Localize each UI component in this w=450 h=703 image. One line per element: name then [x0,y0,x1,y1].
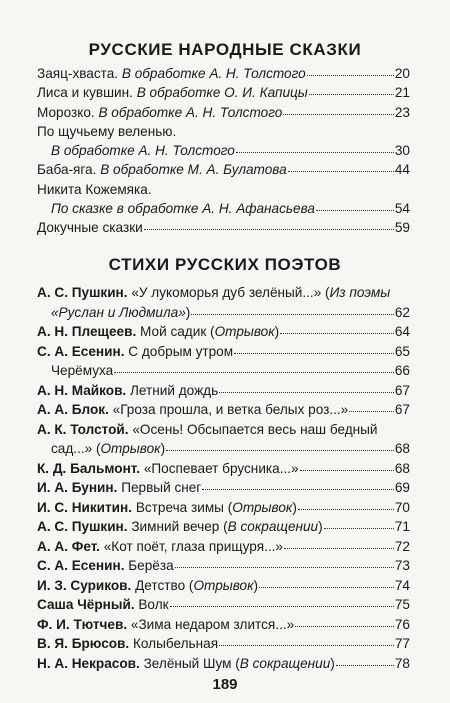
entry-title [37,498,297,518]
toc-entry [37,576,410,596]
entry-title [37,160,287,179]
entry-title [37,634,218,654]
toc-entry [37,160,410,179]
entry-title [37,83,308,102]
entry-page-number: 70 [394,499,410,515]
entry-title [37,420,378,440]
dot-leader [283,114,394,115]
dot-leader [114,372,394,373]
dot-leader [259,587,394,588]
entry-page-number: 59 [394,220,410,236]
entry-text: Зимний вечер ( [131,519,228,534]
entry-text: «У лукоморья дуб зелёный...» ( [131,285,330,300]
entry-author: И. А. Бунин. [37,480,122,495]
entry-author: Саша Чёрный. [37,597,139,612]
entry-page-number: 65 [394,343,410,359]
entry-italic-note: В обработке А. Н. Толстого [98,104,283,120]
entry-title [37,459,299,479]
dot-leader [309,94,394,95]
entry-text: По щучьему веленью. [37,123,177,139]
entry-text-tail: ) [292,499,297,515]
entry-text-tail: ) [160,441,166,456]
dot-leader [175,567,394,568]
entry-author: С. А. Есенин. [37,343,129,359]
toc-entry [37,654,410,674]
entry-title [37,122,176,141]
entry-title [37,615,294,635]
entry-text: Встреча зимы ( [135,499,233,515]
toc-entry [37,478,410,498]
entry-text: «Гроза прошла, и ветка белых роз...» [112,402,349,417]
entry-page-number: 21 [394,85,410,101]
dot-leader [336,665,394,666]
dot-leader [300,470,394,471]
toc-entry [37,218,410,237]
entry-title [37,595,169,615]
toc-entry [37,180,410,199]
entry-author: И. С. Никитин. [37,499,136,515]
entry-author: А. Н. Плещеев. [37,324,141,339]
toc-entry [37,439,410,459]
entry-text: Баба-яга. [37,162,101,178]
entry-page-number: 67 [394,382,410,398]
entry-text-tail: ) [185,304,191,320]
toc-entry [37,537,410,557]
toc-entry [37,634,410,654]
entry-text: Заяц-хваста. [37,66,122,81]
entry-title [37,283,390,303]
entry-page-number: 68 [394,460,410,476]
entry-title [51,361,113,381]
entry-author: Н. А. Некрасов. [37,655,144,671]
toc-entry [37,381,410,401]
dot-leader [234,353,394,354]
toc-entry [37,361,410,381]
entry-title [37,381,218,401]
entry-page-number: 44 [394,162,410,178]
entry-text: С добрым утром [128,343,234,359]
toc-list-fairy-tales [37,64,410,238]
entry-italic-note: По сказке в обработке А. Н. Афанасьева [51,201,315,217]
entry-title [37,218,143,237]
entry-page-number: 69 [394,480,410,495]
dot-leader [219,645,394,646]
entry-page-number: 23 [394,104,410,120]
entry-author: А. Н. Майков. [37,382,130,398]
entry-page-number: 54 [394,201,410,217]
entry-title [37,478,201,498]
toc-entry [37,303,410,323]
entry-author: К. Д. Бальмонт. [37,460,144,476]
entry-author: А. А. Фет. [37,538,104,554]
entry-author: Ф. И. Тютчев. [37,616,131,632]
dot-leader [170,606,394,607]
page-number: 189 [212,676,238,693]
entry-text: Черёмуха [51,363,114,378]
entry-page-number: 67 [394,402,410,417]
entry-page-number: 76 [394,616,410,632]
entry-text: Морозко. [37,104,99,120]
entry-italic-note: В обработке А. Н. Толстого [51,143,235,159]
entry-text: Докучные сказки [37,220,143,236]
entry-title [37,342,233,362]
entry-page-number: 78 [394,655,410,671]
entry-page-number: 30 [394,143,410,159]
toc-entry [37,283,410,303]
entry-author: А. С. Пушкин. [37,519,132,534]
toc-entry [37,199,410,218]
entry-author: И. З. Суриков. [37,577,136,593]
toc-entry [37,342,410,362]
entry-italic-note: В обработке М. А. Булатова [100,162,287,178]
entry-italic-note: Отрывок [232,499,293,515]
entry-page-number: 62 [394,304,410,320]
dot-leader [166,450,394,451]
entry-italic-note: В сокращении [227,519,319,534]
entry-text: Летний дождь [130,382,219,398]
entry-author: А. А. Блок. [37,402,113,417]
entry-page-number: 71 [394,519,410,534]
entry-italic-note: Отрывок [193,577,254,593]
entry-text-tail: ) [318,519,323,534]
dot-leader [298,509,394,510]
entry-text: Никита Кожемяка. [37,181,152,197]
entry-page-number: 20 [394,66,410,81]
toc-entry [37,141,410,160]
entry-text-tail: ) [253,577,259,593]
dot-leader [280,333,394,334]
entry-title [51,141,235,160]
entry-author: А. С. Пушкин. [37,285,132,300]
entry-italic-note: Отрывок [214,324,275,339]
entry-page-number: 77 [394,636,410,651]
entry-page-number: 66 [394,363,410,378]
toc-entry [37,64,410,83]
entry-page-number: 64 [394,324,410,339]
entry-text: «Поспевает брусника...» [143,460,299,476]
entry-title [37,180,152,199]
entry-title [51,303,190,323]
dot-leader [144,229,394,230]
toc-entry [37,322,410,342]
dot-leader [219,392,394,393]
entry-author: В. Я. Брюсов. [37,636,133,651]
entry-title [37,400,348,420]
toc-entry [37,122,410,141]
entry-page-number: 72 [394,538,410,554]
entry-text: Зелёный Шум ( [143,655,240,671]
section-title: РУССКИЕ НАРОДНЫЕ СКАЗКИ [88,40,362,59]
entry-title [51,439,165,459]
dot-leader [202,489,394,490]
toc-entry [37,595,410,615]
entry-text-tail: ) [330,655,335,671]
entry-text: «Кот поёт, глаза прищуря...» [103,538,283,554]
entry-title [37,517,323,537]
dot-leader [288,171,394,172]
entry-text: Лиса и кувшин. [37,85,137,101]
entry-text: Детство ( [135,577,194,593]
entry-page-number: 74 [394,577,410,593]
entry-page-number: 73 [394,558,410,573]
dot-leader [284,548,394,549]
entry-italic-note: В сокращении [239,655,331,671]
entry-page-number: 68 [394,441,410,456]
dot-leader [236,152,394,153]
toc-entry [37,556,410,576]
entry-title [37,556,174,576]
entry-author: С. А. Есенин. [37,558,129,573]
dot-leader [191,314,394,315]
entry-author: А. К. Толстой. [37,421,133,437]
toc-entry [37,459,410,479]
dot-leader [295,626,394,627]
entry-text: Волк [138,597,169,612]
entry-text: Мой садик ( [140,324,215,339]
entry-title [37,654,335,674]
entry-italic-note: «Руслан и Людмила» [51,304,186,320]
toc-entry [37,420,410,440]
toc-entry [37,517,410,537]
toc-entry [37,103,410,122]
entry-text: «Зима недаром злится...» [130,616,295,632]
toc-entry [37,400,410,420]
entry-text-tail: ) [274,324,280,339]
entry-italic-note: Из поэмы [329,285,391,300]
entry-italic-note: В обработке А. Н. Толстого [121,66,306,81]
entry-text: сад...» ( [51,441,101,456]
toc-list-poems [37,283,410,673]
entry-text: Первый снег [121,480,202,495]
toc-entry [37,83,410,102]
entry-title [37,322,279,342]
entry-page-number: 75 [394,597,410,612]
entry-text: Берёза [128,558,174,573]
dot-leader [316,210,394,211]
entry-title [37,103,282,122]
entry-title [37,537,283,557]
entry-text: Колыбельная [132,636,219,651]
dot-leader [307,75,394,76]
entry-title [37,64,306,83]
entry-title [37,576,258,596]
entry-italic-note: В обработке О. И. Капицы [136,85,308,101]
dot-leader [349,411,394,412]
dot-leader [324,528,394,529]
entry-italic-note: Отрывок [100,441,161,456]
entry-title [51,199,315,218]
toc-entry [37,498,410,518]
entry-text: «Осень! Обсыпается весь наш бедный [132,421,378,437]
toc-entry [37,615,410,635]
section-title: СТИХИ РУССКИХ ПОЭТОВ [108,255,342,274]
